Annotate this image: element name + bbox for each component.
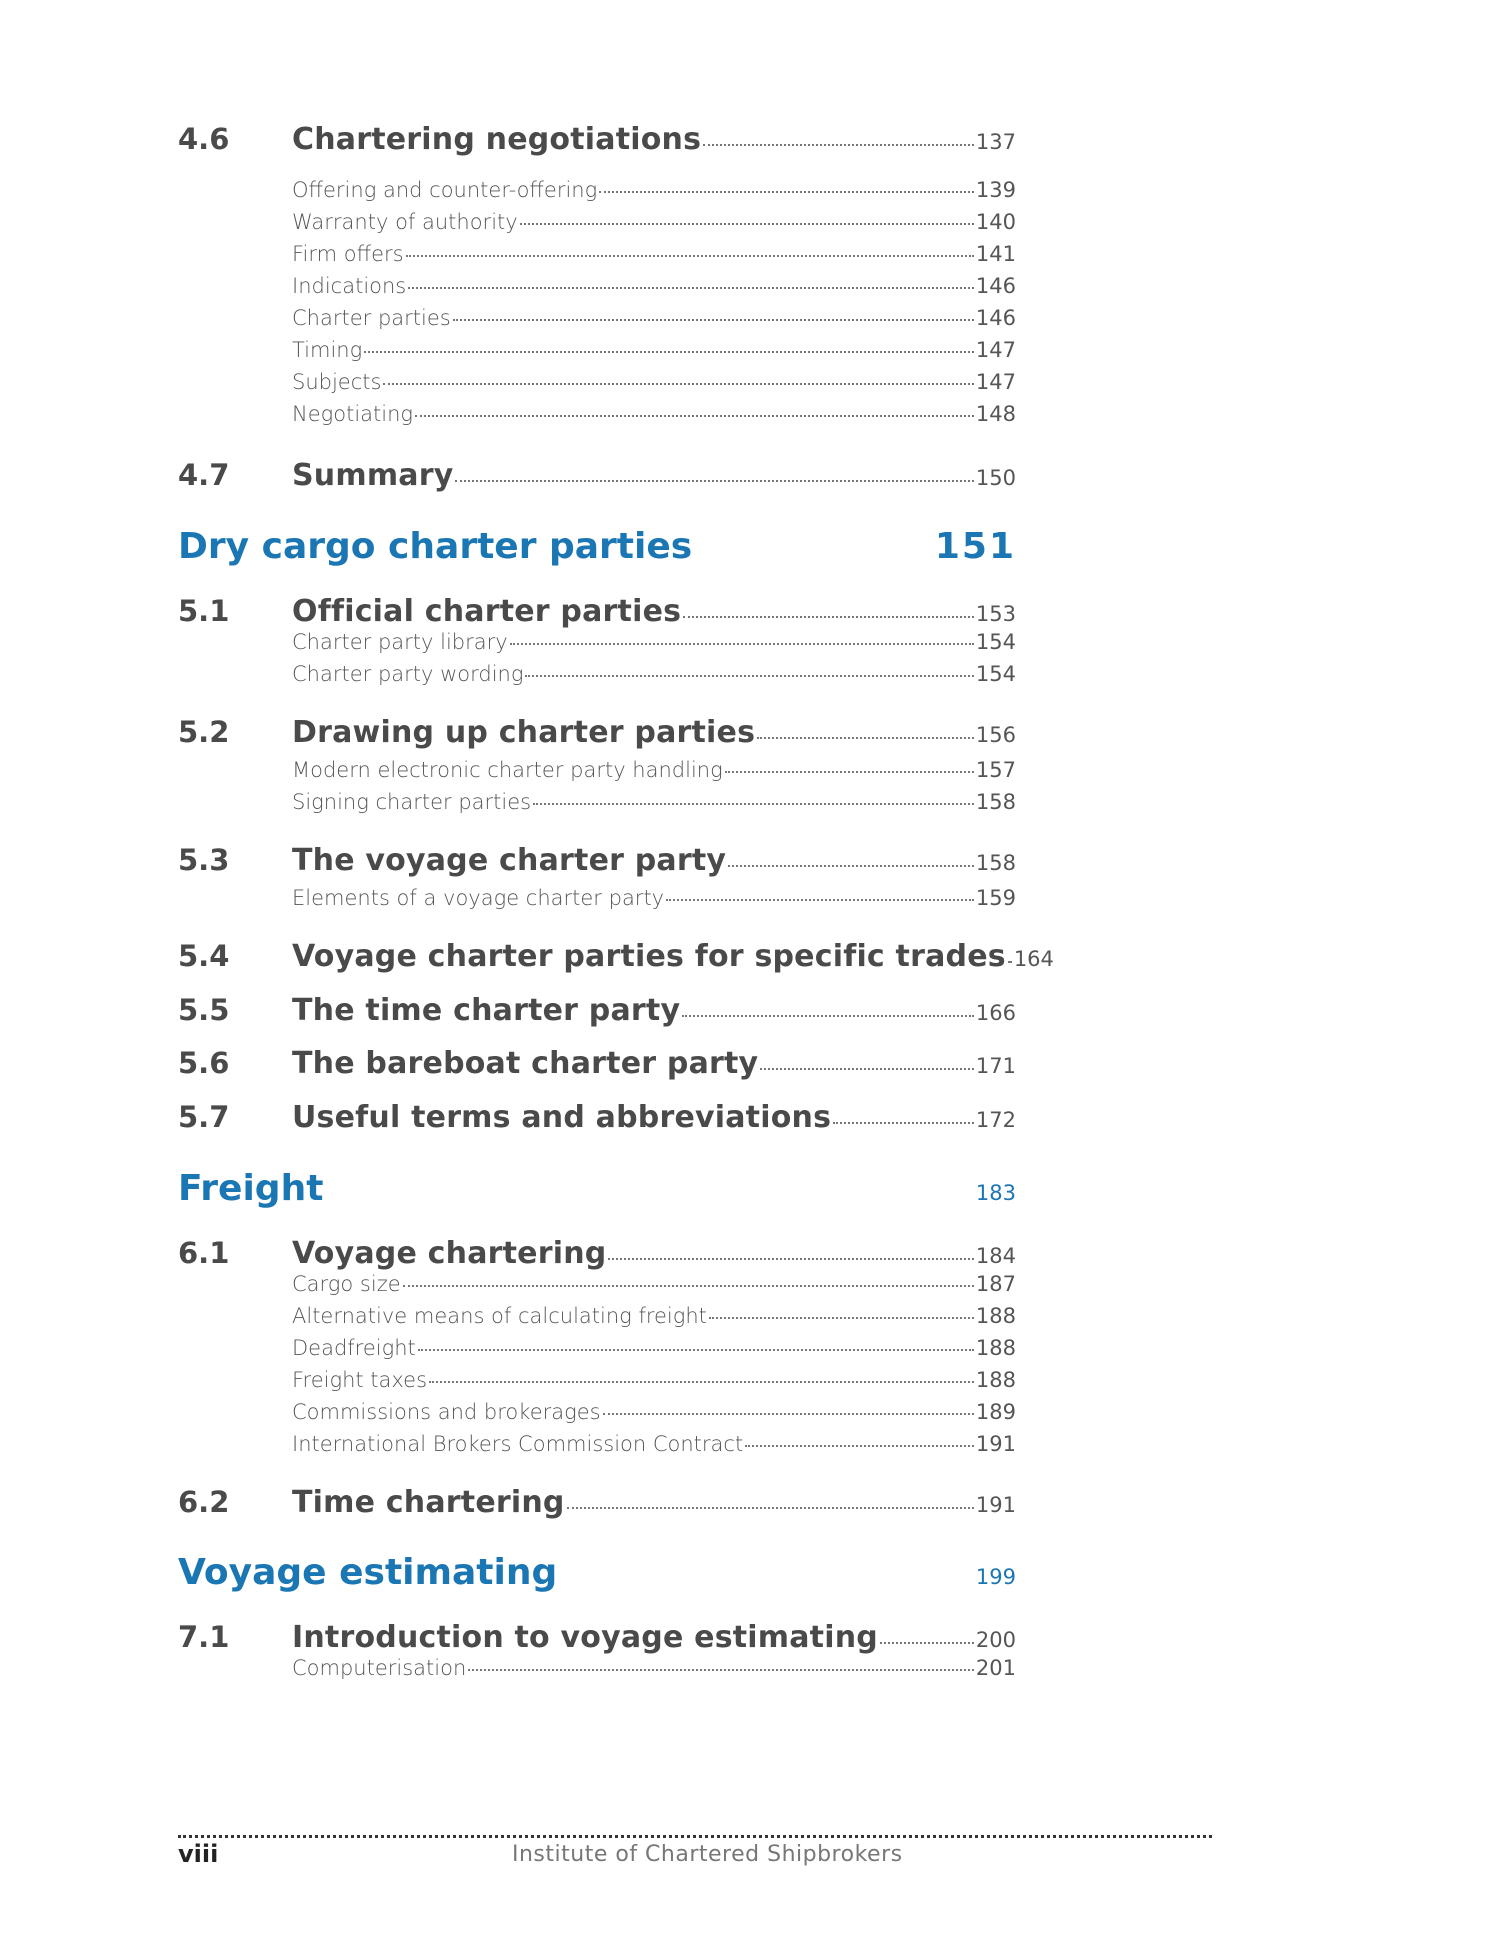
- dot-leader: [403, 1285, 974, 1287]
- section-number: 5.6: [178, 1046, 230, 1080]
- toc-section-entry: [178, 843, 1016, 878]
- chapter-title: Voyage estimating: [178, 1552, 558, 1593]
- subsection-title: International Brokers Commission Contract: [292, 1432, 744, 1456]
- toc-section-entry: [178, 1046, 1016, 1081]
- toc-section-entry: [178, 1485, 1016, 1520]
- dot-leader: [728, 865, 974, 867]
- page-ref: 141: [975, 242, 1016, 266]
- toc-subsection-entry: [292, 178, 1016, 202]
- dot-leader: [599, 191, 974, 193]
- toc-subsection-entry: [292, 1432, 1016, 1456]
- page-ref: 200: [975, 1628, 1016, 1652]
- page-ref: 201: [975, 1656, 1016, 1680]
- subsection-title: Signing charter parties: [292, 790, 532, 814]
- section-title: Time chartering: [292, 1485, 565, 1520]
- toc-section-entry: [178, 458, 1016, 493]
- section-number: 6.1: [178, 1236, 230, 1270]
- dot-leader: [666, 899, 974, 901]
- page-ref: 166: [975, 1001, 1016, 1025]
- page-ref: 154: [975, 630, 1016, 654]
- toc-section-entry: [178, 939, 1054, 974]
- page-ref: 159: [975, 886, 1016, 910]
- page-ref: 139: [975, 178, 1016, 202]
- toc-subsection-entry: [292, 402, 1016, 426]
- section-title: The time charter party: [292, 993, 681, 1028]
- page-ref: 153: [975, 602, 1016, 626]
- dot-leader: [415, 415, 974, 417]
- subsection-title: Offering and counter-offering: [292, 178, 598, 202]
- subsection-title: Commissions and brokerages: [292, 1400, 601, 1424]
- page-ref: 191: [975, 1432, 1016, 1456]
- section-number: 4.6: [178, 122, 230, 156]
- dot-leader: [683, 616, 974, 618]
- page-ref: 140: [975, 210, 1016, 234]
- dot-leader: [364, 351, 974, 353]
- page-ref: 188: [975, 1368, 1016, 1392]
- section-number: 4.7: [178, 458, 230, 492]
- dot-leader: [682, 1015, 974, 1017]
- section-number: 5.2: [178, 715, 230, 749]
- dot-leader: [603, 1413, 974, 1415]
- page-ref: 148: [975, 402, 1016, 426]
- dot-leader: [525, 675, 973, 677]
- dot-leader: [567, 1507, 974, 1509]
- section-number: 7.1: [178, 1620, 230, 1654]
- chapter-page-ref: 199: [975, 1565, 1016, 1589]
- subsection-title: Indications: [292, 274, 407, 298]
- page-ref: 164: [1013, 947, 1054, 971]
- subsection-title: Charter party wording: [292, 662, 524, 686]
- page-ref: 189: [975, 1400, 1016, 1424]
- toc-subsection-entry: [292, 1368, 1016, 1392]
- chapter-title: Freight: [178, 1168, 324, 1209]
- toc-section-entry: [178, 1620, 1016, 1655]
- subsection-title: Deadfreight: [292, 1336, 416, 1360]
- section-title: Chartering negotiations: [292, 122, 702, 157]
- subsection-title: Alternative means of calculating freight: [292, 1304, 707, 1328]
- toc-subsection-entry: [292, 338, 1016, 362]
- toc-subsection-entry: [292, 630, 1016, 654]
- chapter-title: Dry cargo charter parties: [178, 526, 693, 567]
- page-ref: 150: [975, 466, 1016, 490]
- subsection-title: Cargo size: [292, 1272, 401, 1296]
- dot-leader: [453, 319, 974, 321]
- page-ref: 184: [975, 1244, 1016, 1268]
- dot-leader: [880, 1642, 974, 1644]
- page-number: viii: [178, 1840, 219, 1868]
- dot-leader: [408, 287, 974, 289]
- toc-subsection-entry: [292, 210, 1016, 234]
- page-ref: 146: [975, 306, 1016, 330]
- toc-chapter-heading: [178, 526, 1016, 567]
- subsection-title: Warranty of authority: [292, 210, 518, 234]
- dot-leader: [725, 771, 974, 773]
- toc-subsection-entry: [292, 1272, 1016, 1296]
- page-ref: 158: [975, 790, 1016, 814]
- toc-subsection-entry: [292, 370, 1016, 394]
- section-number: 5.1: [178, 594, 230, 628]
- section-title: Voyage chartering: [292, 1236, 607, 1271]
- toc-chapter-heading: [178, 1552, 1016, 1593]
- dot-leader: [1008, 961, 1012, 963]
- section-title: Voyage charter parties for specific trades: [292, 939, 1006, 974]
- section-title: The bareboat charter party: [292, 1046, 759, 1081]
- page-ref: 137: [975, 130, 1016, 154]
- toc-section-entry: [178, 993, 1016, 1028]
- section-title: Drawing up charter parties: [292, 715, 756, 750]
- toc-section-entry: [178, 715, 1016, 750]
- subsection-title: Timing: [292, 338, 363, 362]
- page-ref: 147: [975, 338, 1016, 362]
- toc-subsection-entry: [292, 242, 1016, 266]
- section-title: Introduction to voyage estimating: [292, 1620, 878, 1655]
- subsection-title: Computerisation: [292, 1656, 467, 1680]
- toc-section-entry: [178, 1236, 1016, 1271]
- page-ref: 156: [975, 723, 1016, 747]
- dot-leader: [703, 144, 974, 146]
- footer-divider: [178, 1835, 1212, 1838]
- dot-leader: [510, 643, 974, 645]
- dot-leader: [455, 480, 973, 482]
- toc-subsection-entry: [292, 306, 1016, 330]
- toc-section-entry: [178, 594, 1016, 629]
- toc-subsection-entry: [292, 886, 1016, 910]
- dot-leader: [533, 803, 974, 805]
- toc-subsection-entry: [292, 1656, 1016, 1680]
- dot-leader: [709, 1317, 974, 1319]
- subsection-title: Subjects: [292, 370, 382, 394]
- toc-chapter-heading: [178, 1168, 1016, 1209]
- dot-leader: [745, 1445, 974, 1447]
- section-title: Official charter parties: [292, 594, 682, 629]
- subsection-title: Firm offers: [292, 242, 404, 266]
- dot-leader: [760, 1068, 974, 1070]
- page-ref: 172: [975, 1108, 1016, 1132]
- dot-leader: [833, 1122, 974, 1124]
- page-ref: 191: [975, 1493, 1016, 1517]
- section-number: 5.5: [178, 993, 230, 1027]
- subsection-title: Elements of a voyage charter party: [292, 886, 665, 910]
- dot-leader: [520, 223, 974, 225]
- page-ref: 146: [975, 274, 1016, 298]
- toc-subsection-entry: [292, 274, 1016, 298]
- page-ref: 158: [975, 851, 1016, 875]
- dot-leader: [468, 1669, 974, 1671]
- section-title: The voyage charter party: [292, 843, 727, 878]
- page-ref: 187: [975, 1272, 1016, 1296]
- dot-leader: [429, 1381, 974, 1383]
- toc-section-entry: [178, 1100, 1016, 1135]
- toc-subsection-entry: [292, 1400, 1016, 1424]
- subsection-title: Charter party library: [292, 630, 508, 654]
- dot-leader: [383, 383, 973, 385]
- section-number: 5.7: [178, 1100, 230, 1134]
- chapter-page-ref: 183: [975, 1181, 1016, 1205]
- section-number: 5.4: [178, 939, 230, 973]
- section-number: 6.2: [178, 1485, 230, 1519]
- page-ref: 147: [975, 370, 1016, 394]
- subsection-title: Modern electronic charter party handling: [292, 758, 723, 782]
- subsection-title: Freight taxes: [292, 1368, 428, 1392]
- subsection-title: Charter parties: [292, 306, 451, 330]
- page-ref: 188: [975, 1336, 1016, 1360]
- page-ref: 157: [975, 758, 1016, 782]
- toc-subsection-entry: [292, 1304, 1016, 1328]
- page-ref: 154: [975, 662, 1016, 686]
- page-ref: 188: [975, 1304, 1016, 1328]
- dot-leader: [757, 737, 974, 739]
- section-number: 5.3: [178, 843, 230, 877]
- dot-leader: [406, 255, 974, 257]
- chapter-page-ref: 151: [934, 526, 1016, 567]
- dot-leader: [608, 1258, 973, 1260]
- section-title: Useful terms and abbreviations: [292, 1100, 832, 1135]
- dot-leader: [418, 1349, 974, 1351]
- toc-subsection-entry: [292, 790, 1016, 814]
- toc-subsection-entry: [292, 758, 1016, 782]
- toc-section-entry: [178, 122, 1016, 157]
- page-ref: 171: [975, 1054, 1016, 1078]
- section-title: Summary: [292, 458, 454, 493]
- toc-subsection-entry: [292, 1336, 1016, 1360]
- publisher-name: Institute of Chartered Shipbrokers: [512, 1842, 903, 1867]
- subsection-title: Negotiating: [292, 402, 413, 426]
- toc-subsection-entry: [292, 662, 1016, 686]
